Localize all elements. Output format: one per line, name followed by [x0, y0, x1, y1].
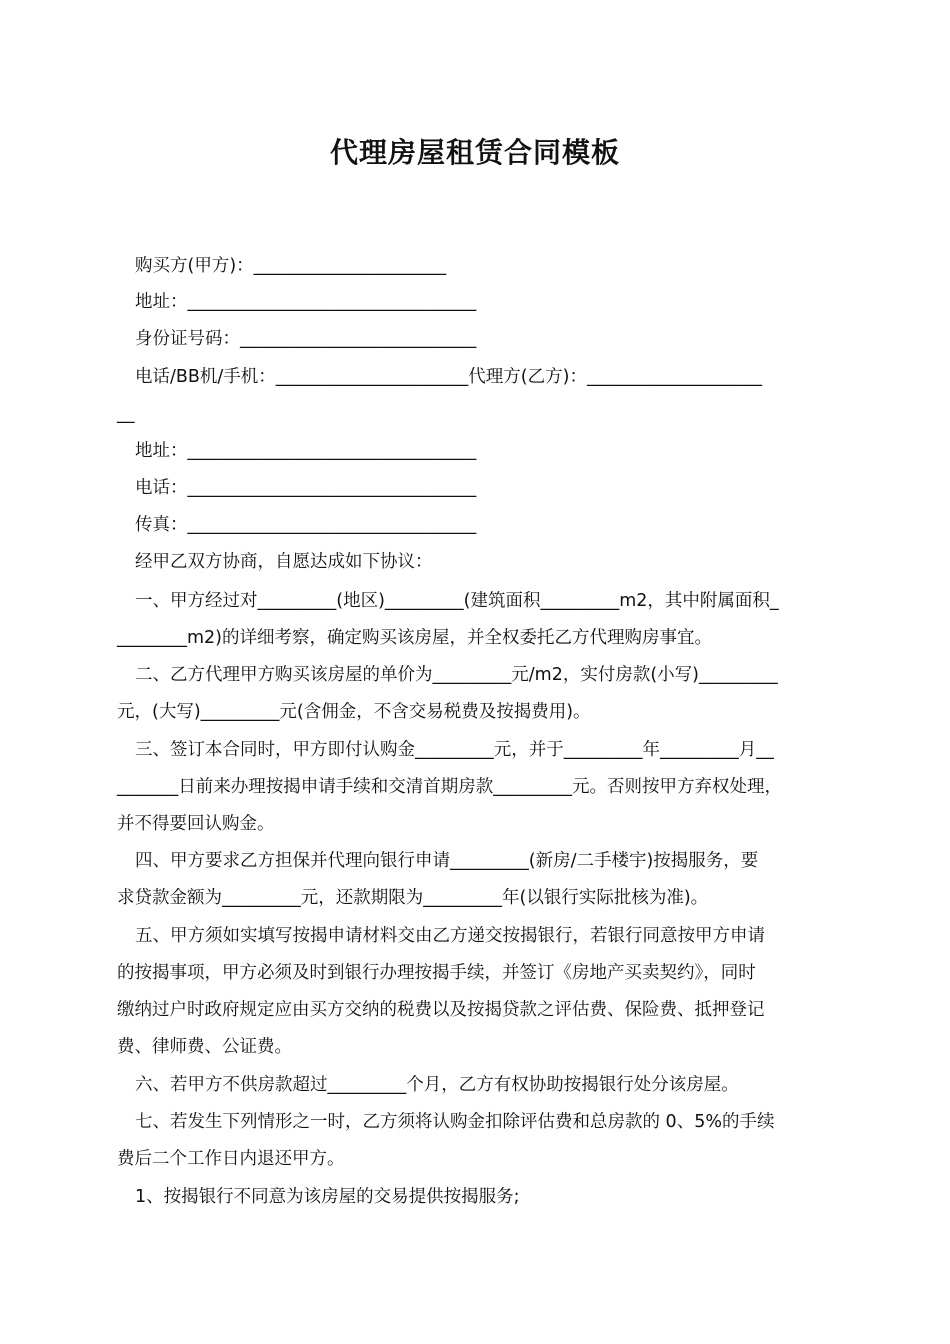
agreement-intro: 经甲乙双方协商，自愿达成如下协议：	[135, 552, 433, 572]
buyer-id-line: 身份证号码：___________________________	[135, 329, 477, 349]
clause-6-line-1: 六、若甲方不供房款超过_________个月，乙方有权协助按揭银行处分该房屋。	[135, 1075, 739, 1095]
clause-5-line-1: 五、甲方须如实填写按揭申请材料交由乙方递交按揭银行，若银行同意按甲方申请	[135, 926, 765, 946]
agent-address-line: 地址：_________________________________	[135, 441, 477, 461]
clause-7-line-1: 七、若发生下列情形之一时，乙方须将认购金扣除评估费和总房款的 0、5%的手续	[135, 1112, 775, 1132]
clause-4-line-2: 求贷款金额为_________元，还款期限为_________年(以银行实际批核为准)。	[117, 888, 709, 908]
buyer-phone-agent-line: 电话/BB机/手机：______________________代理方(乙方)：____________________	[135, 367, 762, 387]
clause-2-line-2: 元，(大写)_________元(含佣金，不含交易税费及按揭费用)。	[117, 702, 591, 722]
clause-1-line-2: ________m2)的详细考察，确定购买该房屋，并全权委托乙方代理购房事宜。	[117, 628, 713, 648]
buyer-address-line: 地址：_________________________________	[135, 292, 477, 312]
clause-4-line-1: 四、甲方要求乙方担保并代理向银行申请_________(新房/二手楼宇)按揭服务，要	[135, 851, 759, 871]
clause-5-line-4: 费、律师费、公证费。	[117, 1037, 292, 1057]
clause-7-line-2: 费后二个工作日内退还甲方。	[117, 1149, 345, 1169]
clause-5-line-2: 的按揭事项，甲方必须及时到银行办理按揭手续，并签订《房地产买卖契约》，同时	[117, 963, 756, 983]
clause-3-line-3: 并不得要回认购金。	[117, 814, 275, 834]
agent-fax-line: 传真：_________________________________	[135, 515, 477, 535]
clause-7-item-1: 1、按揭银行不同意为该房屋的交易提供按揭服务;	[135, 1187, 520, 1207]
agent-phone-line: 电话：_________________________________	[135, 478, 477, 498]
clause-1-line-1: 一、甲方经过对_________(地区)_________(建筑面积_________m2，其中附属面积_	[135, 591, 779, 611]
buyer-name-line: 购买方(甲方)：______________________	[135, 256, 447, 276]
clause-5-line-3: 缴纳过户时政府规定应由买方交纳的税费以及按揭贷款之评估费、保险费、抵押登记	[117, 1000, 765, 1020]
clause-3-line-2: _______日前来办理按揭申请手续和交清首期房款_________元。否则按甲方弃权处理，	[117, 777, 782, 797]
agent-continuation-line: __	[117, 404, 135, 424]
document-title: 代理房屋租赁合同模板	[329, 136, 620, 169]
clause-2-line-1: 二、乙方代理甲方购买该房屋的单价为_________元/m2，实付房款(小写)_________	[135, 665, 778, 685]
clause-3-line-1: 三、签订本合同时，甲方即付认购金_________元，并于_________年_________月__	[135, 740, 774, 760]
